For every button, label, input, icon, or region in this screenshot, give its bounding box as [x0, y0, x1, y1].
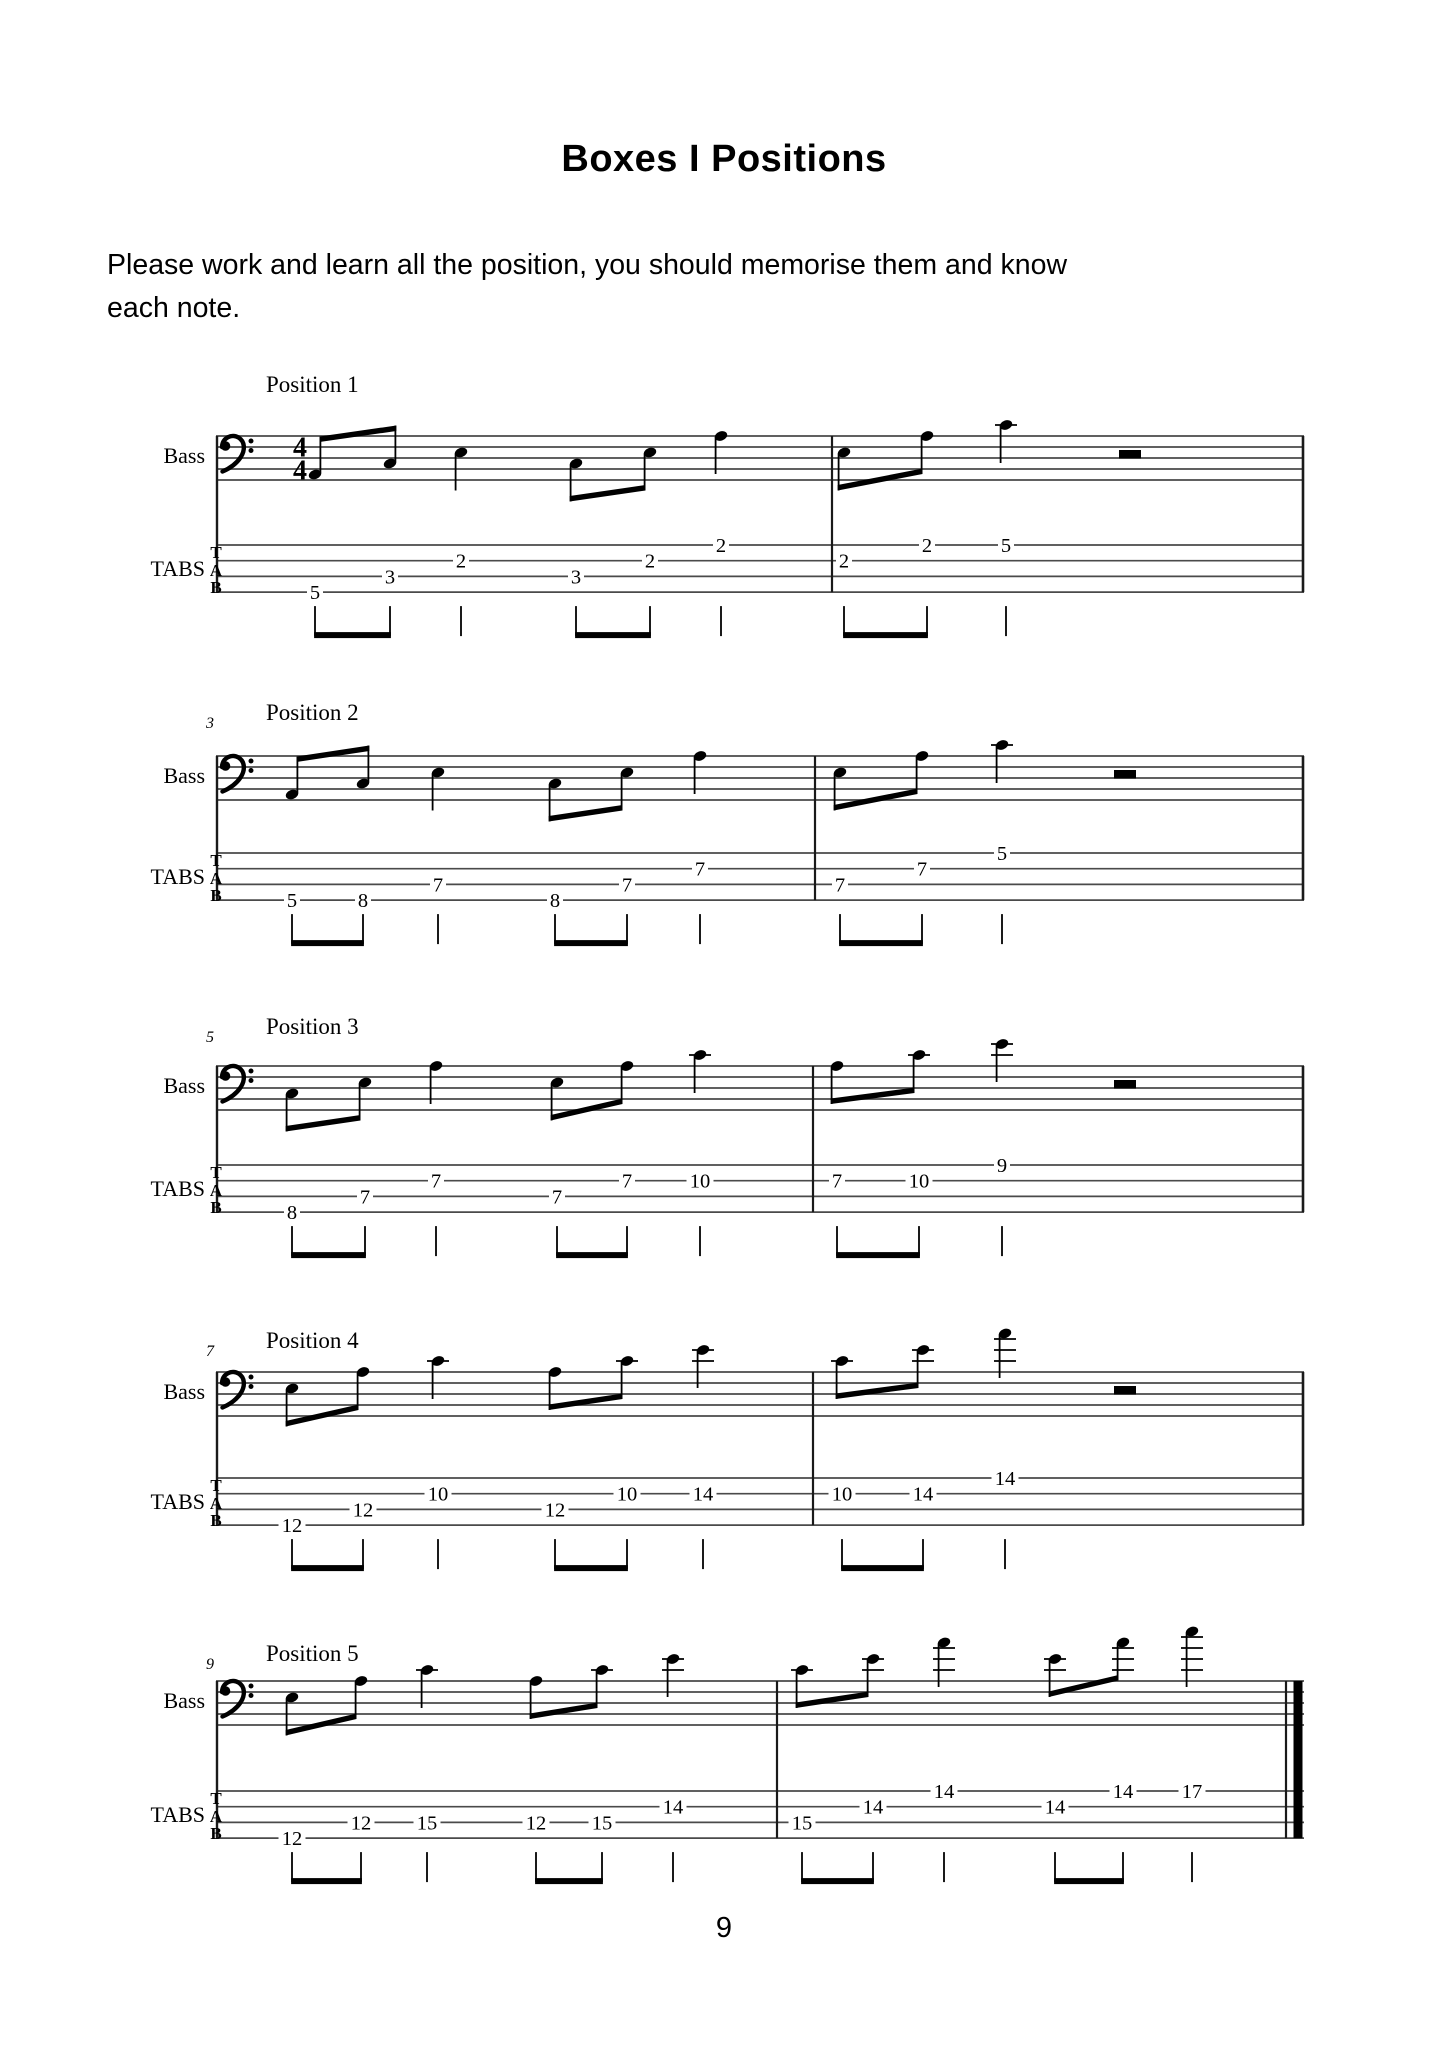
- measure-number: 7: [206, 1343, 214, 1360]
- measure-number: 9: [206, 1656, 214, 1673]
- tab-fret-number: 14: [912, 1483, 934, 1506]
- tab-fret-number: 10: [831, 1483, 853, 1506]
- tab-clef-letter: B: [210, 1511, 222, 1530]
- tab-fret-number: 7: [621, 874, 633, 897]
- tab-clef-letter: T: [210, 851, 222, 870]
- measure-number: 3: [206, 715, 214, 732]
- tab-fret-number: 7: [694, 858, 706, 881]
- tab-clef-letter: A: [209, 1807, 223, 1826]
- tab-fret-number: 5: [286, 890, 298, 913]
- tab-fret-number: 5: [1000, 535, 1012, 557]
- tab-clef-letter: T: [210, 543, 222, 562]
- tab-fret-number: 12: [352, 1499, 374, 1522]
- tab-fret-number: 7: [551, 1186, 563, 1209]
- bass-clef-icon: [221, 1066, 254, 1102]
- tab-fret-number: 8: [357, 890, 369, 913]
- bass-staff-label: Bass: [163, 443, 205, 468]
- position-label: Position 2: [266, 700, 359, 725]
- tab-clef-letter: T: [210, 1789, 222, 1808]
- tab-clef-letter: A: [209, 1181, 223, 1200]
- tab-staff-label: TABS: [150, 864, 205, 889]
- page-title: Boxes I Positions: [561, 138, 887, 180]
- tab-fret-number: 3: [384, 566, 396, 589]
- page-number: 9: [715, 1912, 733, 1944]
- tab-fret-number: 14: [862, 1796, 884, 1819]
- time-signature-top: 4: [293, 432, 307, 464]
- rhythm-beam: [556, 1252, 628, 1258]
- tab-fret-number: 5: [309, 582, 321, 605]
- tab-fret-number: 2: [838, 550, 850, 573]
- tab-fret-number: 2: [644, 550, 656, 573]
- beam: [796, 1692, 869, 1709]
- rhythm-beam: [801, 1878, 874, 1884]
- rhythm-beam: [841, 1565, 924, 1571]
- rhythm-beam: [554, 940, 628, 946]
- position-label: Position 5: [266, 1641, 359, 1666]
- tab-fret-number: 15: [791, 1812, 813, 1835]
- rhythm-beam: [554, 1565, 628, 1571]
- beam: [530, 1703, 598, 1720]
- position-label: Position 3: [266, 1014, 359, 1039]
- tab-clef-letter: T: [210, 1476, 222, 1495]
- tab-fret-number: 7: [831, 1170, 843, 1193]
- tab-fret-number: 10: [689, 1170, 711, 1193]
- beam: [1049, 1675, 1119, 1697]
- half-rest: [1114, 1386, 1136, 1395]
- tab-fret-number: 14: [692, 1483, 714, 1506]
- measure-number: 5: [206, 1029, 214, 1046]
- half-rest: [1114, 770, 1136, 779]
- tab-fret-number: 14: [994, 1468, 1016, 1490]
- rhythm-beam: [843, 632, 928, 638]
- tab-clef-letter: B: [210, 1198, 222, 1217]
- tab-fret-number: 12: [525, 1812, 547, 1835]
- tab-fret-number: 14: [1044, 1796, 1066, 1819]
- tab-fret-number: 2: [715, 535, 727, 557]
- tab-staff-label: TABS: [150, 556, 205, 581]
- tab-fret-number: 12: [544, 1499, 566, 1522]
- rhythm-beam: [314, 632, 391, 638]
- tab-clef-letter: B: [210, 1824, 222, 1843]
- rhythm-beam: [839, 940, 923, 946]
- rhythm-beam: [575, 632, 651, 638]
- tab-fret-number: 7: [359, 1186, 371, 1209]
- bass-staff-label: Bass: [163, 1688, 205, 1713]
- tab-fret-number: 7: [834, 874, 846, 897]
- tab-staff-label: TABS: [150, 1489, 205, 1514]
- half-rest: [1119, 450, 1141, 459]
- rhythm-beam: [291, 940, 364, 946]
- tab-clef-letter: B: [210, 886, 222, 905]
- bass-clef-icon: [221, 756, 254, 792]
- beam: [549, 805, 623, 822]
- tab-fret-number: 14: [662, 1796, 684, 1819]
- tab-fret-number: 2: [921, 535, 933, 557]
- rhythm-beam: [1054, 1878, 1124, 1884]
- beam: [570, 485, 646, 502]
- position-label: Position 1: [266, 372, 359, 397]
- tab-fret-number: 7: [432, 874, 444, 897]
- rhythm-beam: [291, 1252, 366, 1258]
- tab-fret-number: 2: [455, 550, 467, 573]
- beam: [831, 1088, 915, 1105]
- tab-fret-number: 8: [286, 1202, 298, 1225]
- tab-staff-label: TABS: [150, 1802, 205, 1827]
- tab-fret-number: 12: [281, 1828, 303, 1851]
- rhythm-beam: [535, 1878, 603, 1884]
- intro-line-1: Please work and learn all the position, you should memorise them and know: [107, 249, 1068, 281]
- beam: [286, 1115, 361, 1132]
- tab-fret-number: 7: [430, 1170, 442, 1193]
- tab-fret-number: 10: [908, 1170, 930, 1193]
- tab-fret-number: 7: [916, 858, 928, 881]
- beam: [297, 746, 370, 763]
- beam: [320, 426, 397, 443]
- tab-fret-number: 9: [996, 1155, 1008, 1177]
- tab-clef-letter: T: [210, 1163, 222, 1182]
- time-signature-bottom: 4: [293, 455, 307, 487]
- bass-staff-label: Bass: [163, 763, 205, 788]
- tab-clef-letter: B: [210, 578, 222, 597]
- tab-fret-number: 14: [1112, 1781, 1134, 1803]
- position-label: Position 4: [266, 1328, 359, 1353]
- half-rest: [1114, 1080, 1136, 1089]
- tab-fret-number: 17: [1181, 1781, 1203, 1803]
- intro-line-2: each note.: [107, 292, 241, 324]
- tab-clef-letter: A: [209, 561, 223, 580]
- tab-fret-number: 10: [427, 1483, 449, 1506]
- tab-fret-number: 5: [996, 843, 1008, 865]
- tab-fret-number: 15: [591, 1812, 613, 1835]
- tab-staff-label: TABS: [150, 1176, 205, 1201]
- tab-fret-number: 15: [416, 1812, 438, 1835]
- rhythm-beam: [836, 1252, 920, 1258]
- tab-clef-letter: A: [209, 869, 223, 888]
- bass-staff-label: Bass: [163, 1379, 205, 1404]
- bass-staff-label: Bass: [163, 1073, 205, 1098]
- tab-clef-letter: A: [209, 1494, 223, 1513]
- tab-fret-number: 12: [350, 1812, 372, 1835]
- tab-fret-number: 3: [570, 566, 582, 589]
- bass-clef-icon: [221, 436, 254, 472]
- tab-fret-number: 8: [549, 890, 561, 913]
- bass-clef-icon: [221, 1372, 254, 1408]
- rhythm-beam: [291, 1565, 364, 1571]
- rhythm-beam: [291, 1878, 362, 1884]
- tab-fret-number: 12: [281, 1515, 303, 1538]
- tab-fret-number: 10: [616, 1483, 638, 1506]
- bass-clef-icon: [221, 1681, 254, 1717]
- beam: [549, 1394, 623, 1411]
- tab-fret-number: 14: [933, 1781, 955, 1803]
- tab-fret-number: 7: [621, 1170, 633, 1193]
- beam: [836, 1383, 919, 1400]
